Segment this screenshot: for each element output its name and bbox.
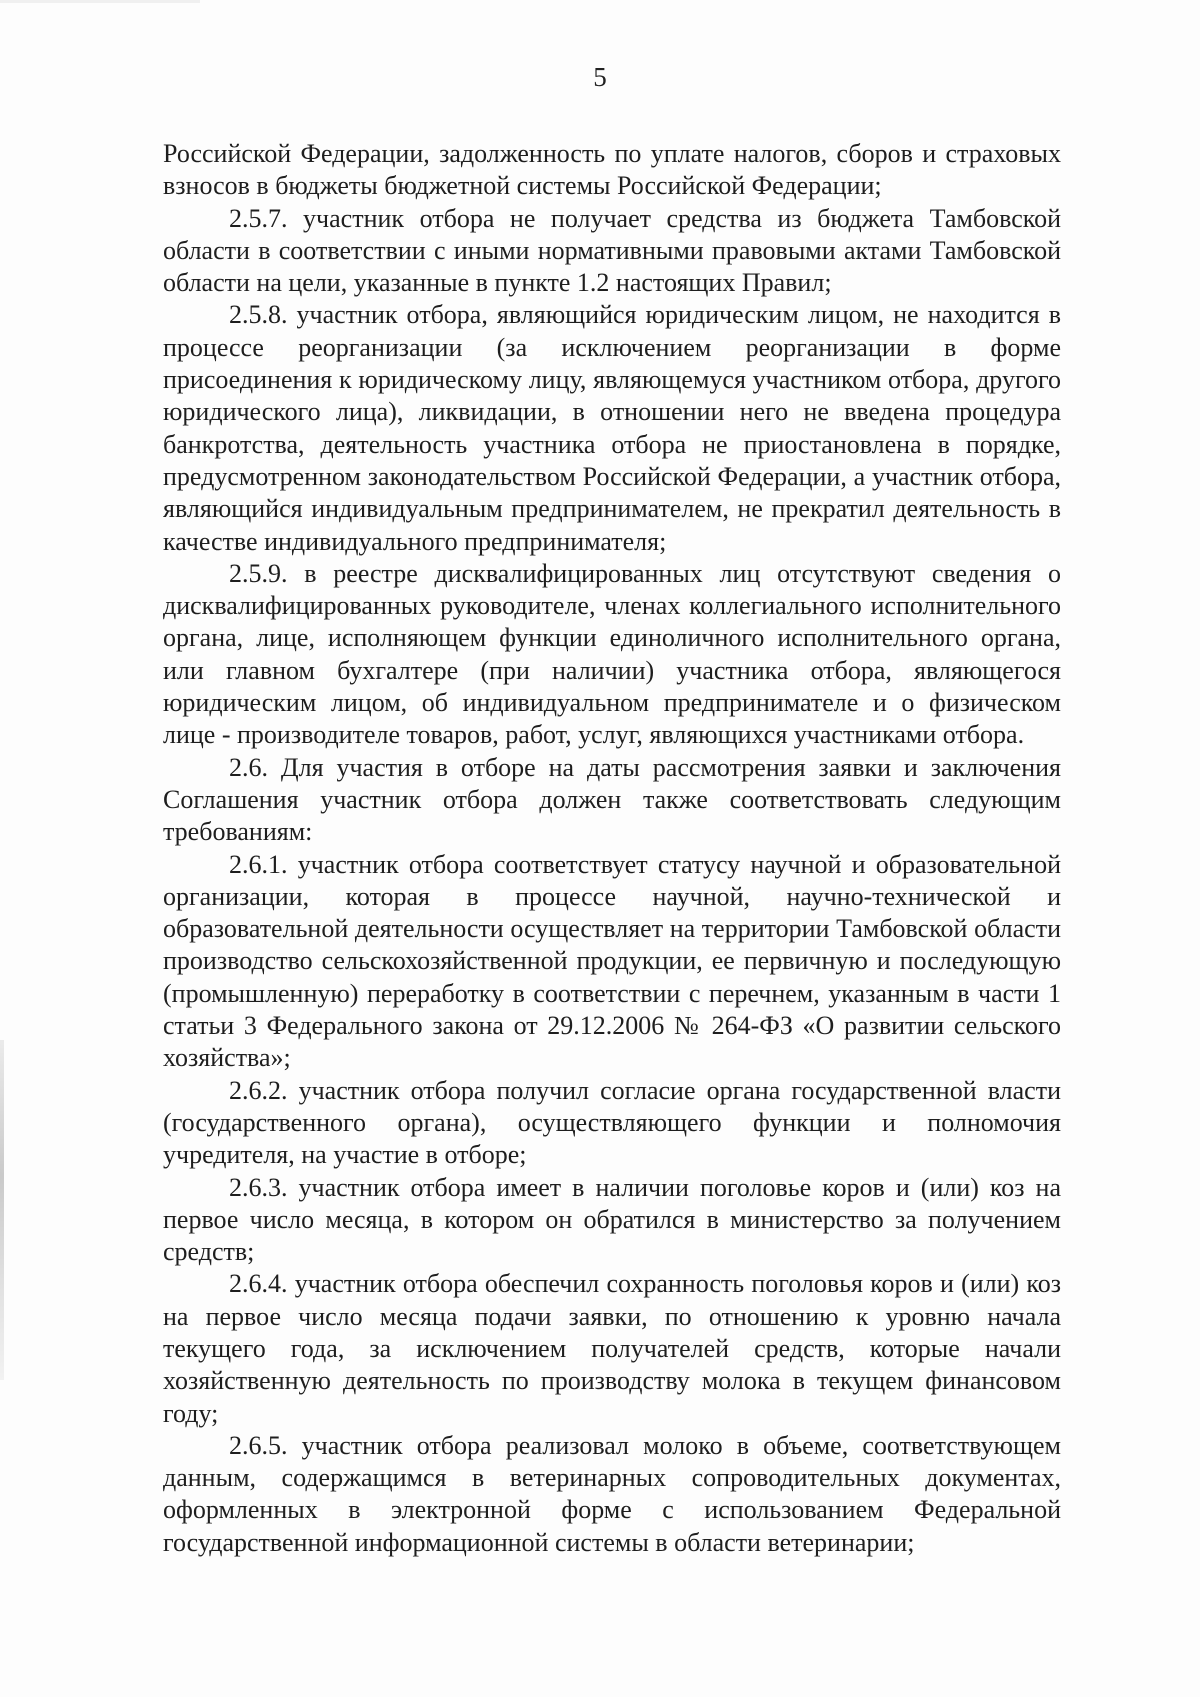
paragraph-continuation: Российской Федерации, задолженность по уплате налогов, сборов и страховых взносов в бюджеты бюджетной системы Российской Федерации; [163,139,1061,201]
paragraph-2-5-9: 2.5.9. в реестре дисквалифицированных лиц отсутствуют сведения о дисквалифицированных руководителе, членах коллегиального исполнительного органа, лице, исполняющем функции единоличного исполнительного органа, или главном бухгалтере (при наличии) участника отбора, являющегося юридическим лицом, об индивидуальном предпринимателе и о физическом лице - производителе товаров, работ, услуг, являющихся участниками отбора. [163,558,1061,750]
scan-artifact-left-edge [0,1040,4,1380]
paragraph-2-6-1: 2.6.1. участник отбора соответствует статусу научной и образовательной организации, которая в процессе научной, научно-технической и образовательной деятельности осуществляет на территории Тамбовской области производство сельскохозяйственной продукции, ее первичную и последующую (промышленную) переработку в соответствии с перечнем, указанным в части 1 статьи 3 Федерального закона от 29.12.2006 № 264-ФЗ «О развитии сельского хозяйства»; [163,849,1061,1073]
paragraph-2-6-2: 2.6.2. участник отбора получил согласие органа государственной власти (государственного органа), осуществляющего функции и полномочия учредителя, на участие в отборе; [163,1075,1061,1170]
paragraph-2-5-7: 2.5.7. участник отбора не получает средства из бюджета Тамбовской области в соответствии с иными нормативными правовыми актами Тамбовской области на цели, указанные в пункте 1.2 настоящих Правил; [163,203,1061,298]
paragraph-2-6-5: 2.6.5. участник отбора реализовал молоко в объеме, соответствующем данным, содержащимся в ветеринарных сопроводительных документах, оформленных в электронной форме с использованием Федеральной государственной информационной системы в области ветеринарии; [163,1430,1061,1557]
paragraph-2-6: 2.6. Для участия в отборе на даты рассмотрения заявки и заключения Соглашения участник отбора должен также соответствовать следующим требованиям: [163,752,1061,847]
scan-artifact-top [0,0,200,3]
paragraph-2-5-8: 2.5.8. участник отбора, являющийся юридическим лицом, не находится в процессе реорганизации (за исключением реорганизации в форме присоединения к юридическому лицу, являющемуся участником отбора, другого юридического лица), ликвидации, в отношении него не введена процедура банкротства, деятельность участника отбора не приостановлена в порядке, предусмотренном законодательством Российской Федерации, а участник отбора, являющийся индивидуальным предпринимателем, не прекратил деятельность в качестве индивидуального предпринимателя; [163,300,1061,556]
paragraph-2-6-4: 2.6.4. участник отбора обеспечил сохранность поголовья коров и (или) коз на первое число месяца подачи заявки, по отношению к уровню начала текущего года, за исключением получателей средств, которые начали хозяйственную деятельность по производству молока в текущем финансовом году; [163,1269,1061,1428]
paragraph-2-6-3: 2.6.3. участник отбора имеет в наличии поголовье коров и (или) коз на первое число месяца, в котором он обратился в министерство за получением средств; [163,1172,1061,1267]
page-number: 5 [593,62,607,92]
document-body [163,138,1061,1559]
